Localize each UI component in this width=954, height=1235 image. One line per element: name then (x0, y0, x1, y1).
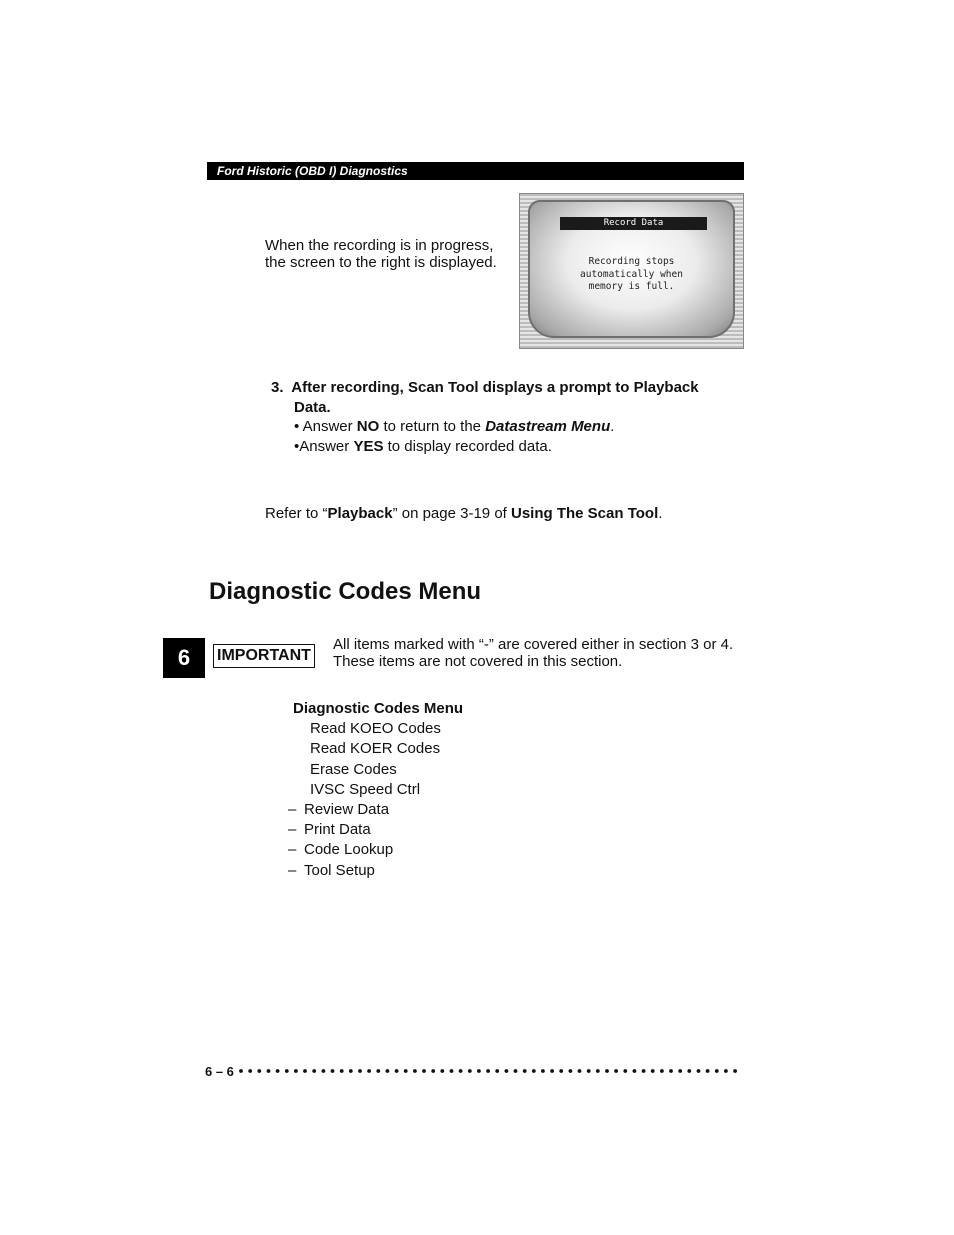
leader-dot (440, 1069, 444, 1073)
screen-message-line: Recording stops (588, 256, 675, 267)
leader-dot (450, 1069, 454, 1073)
datastream-menu-ref: Datastream Menu (485, 418, 611, 435)
leader-dot (395, 1069, 399, 1073)
leader-dot (669, 1069, 673, 1073)
answer-no-key: NO (356, 418, 380, 435)
screen-message-line: memory is full. (588, 281, 675, 292)
important-line-1: All items marked with “-” are covered either in section 3 or 4. (333, 636, 734, 653)
leader-dot (431, 1069, 435, 1073)
leader-dot (303, 1069, 307, 1073)
dash-marker: – (288, 821, 297, 839)
leader-dot (459, 1069, 463, 1073)
answer-no-prefix: • Answer (294, 418, 357, 435)
leader-dot (697, 1069, 701, 1073)
menu-title: Diagnostic Codes Menu (293, 700, 464, 717)
step-3 (271, 378, 699, 456)
step-number: 3. (271, 379, 284, 396)
step-heading-line-1: After recording, Scan Tool displays a prompt to Playback (291, 379, 699, 396)
scan-tool-screen (519, 193, 744, 349)
leader-dot (322, 1069, 326, 1073)
leader-dot (541, 1069, 545, 1073)
dash-marker: – (288, 801, 297, 819)
answer-no-mid: to return to the (379, 418, 486, 435)
leader-dot (312, 1069, 316, 1073)
section-title: Diagnostic Codes Menu (209, 578, 482, 605)
leader-dot (569, 1069, 573, 1073)
menu-item-code-lookup (288, 840, 463, 860)
leader-dot (715, 1069, 719, 1073)
answer-yes-rest: to display recorded data. (383, 437, 552, 455)
menu-item-tool-setup (288, 861, 463, 881)
leader-dot (578, 1069, 582, 1073)
step-3-heading (271, 378, 699, 398)
screen-display (528, 200, 735, 338)
answer-yes-line (271, 437, 699, 457)
intro-paragraph (265, 237, 497, 271)
book-ref: Using The Scan Tool (511, 505, 659, 522)
footer-dot-leader (237, 1060, 742, 1080)
step-heading-line-2: Data. (294, 398, 331, 416)
leader-dot (724, 1069, 728, 1073)
leader-dot (614, 1069, 618, 1073)
menu-item-ivsc-speed: IVSC Speed Ctrl (310, 780, 421, 798)
leader-dot (349, 1069, 353, 1073)
screen-title: Record Data (560, 217, 707, 230)
leader-dot (248, 1069, 252, 1073)
leader-dot (605, 1069, 609, 1073)
menu-item-label: Tool Setup (304, 861, 375, 879)
leader-dot (285, 1069, 289, 1073)
leader-dot (294, 1069, 298, 1073)
leader-dot (559, 1069, 563, 1073)
menu-item-label: Print Data (304, 821, 371, 839)
screen-message (530, 256, 733, 294)
refer-end: . (658, 505, 663, 522)
leader-dot (358, 1069, 362, 1073)
menu-item-print-data (288, 820, 463, 840)
refer-note (265, 505, 662, 522)
menu-item-label: Review Data (304, 801, 390, 819)
leader-dot (587, 1069, 591, 1073)
leader-dot (422, 1069, 426, 1073)
playback-ref: Playback (327, 505, 393, 522)
leader-dot (239, 1069, 243, 1073)
diagnostic-codes-menu-list (288, 699, 463, 881)
leader-dot (495, 1069, 499, 1073)
menu-item-read-koeo: Read KOEO Codes (310, 720, 441, 738)
answer-no-end: . (610, 418, 615, 435)
leader-dot (523, 1069, 527, 1073)
important-line-2: These items are not covered in this section. (333, 652, 623, 670)
intro-line-1: When the recording is in progress, (265, 237, 494, 254)
leader-dot (514, 1069, 518, 1073)
leader-dot (706, 1069, 710, 1073)
leader-dot (468, 1069, 472, 1073)
leader-dot (413, 1069, 417, 1073)
leader-dot (505, 1069, 509, 1073)
answer-no-line (271, 417, 699, 437)
leader-dot (331, 1069, 335, 1073)
refer-mid: ” on page 3-19 of (392, 505, 511, 522)
menu-item-review-data (288, 800, 463, 820)
answer-yes-key: YES (353, 437, 384, 455)
leader-dot (477, 1069, 481, 1073)
leader-dot (550, 1069, 554, 1073)
leader-dot (733, 1069, 737, 1073)
leader-dot (367, 1069, 371, 1073)
running-header: Ford Historic (OBD I) Diagnostics (207, 162, 744, 180)
leader-dot (687, 1069, 691, 1073)
dash-marker: – (288, 841, 297, 859)
chapter-tab: 6 (163, 638, 205, 678)
leader-dot (404, 1069, 408, 1073)
leader-dot (257, 1069, 261, 1073)
dash-marker: – (288, 861, 297, 879)
leader-dot (651, 1069, 655, 1073)
important-note (333, 637, 733, 670)
important-label: IMPORTANT (213, 644, 315, 668)
screen-message-line: automatically when (580, 268, 683, 280)
leader-dot (678, 1069, 682, 1073)
leader-dot (633, 1069, 637, 1073)
menu-item-erase-codes: Erase Codes (310, 760, 397, 778)
leader-dot (623, 1069, 627, 1073)
intro-line-2: the screen to the right is displayed. (265, 254, 497, 271)
leader-dot (376, 1069, 380, 1073)
leader-dot (596, 1069, 600, 1073)
menu-item-read-koer: Read KOER Codes (310, 740, 441, 758)
page-number: 6 – 6 (205, 1064, 234, 1079)
leader-dot (486, 1069, 490, 1073)
leader-dot (660, 1069, 664, 1073)
leader-dot (386, 1069, 390, 1073)
refer-prefix: Refer to “ (265, 505, 328, 522)
answer-yes-prefix: •Answer (294, 437, 354, 455)
leader-dot (340, 1069, 344, 1073)
leader-dot (532, 1069, 536, 1073)
menu-item-label: Code Lookup (304, 841, 394, 859)
leader-dot (642, 1069, 646, 1073)
leader-dot (276, 1069, 280, 1073)
leader-dot (267, 1069, 271, 1073)
